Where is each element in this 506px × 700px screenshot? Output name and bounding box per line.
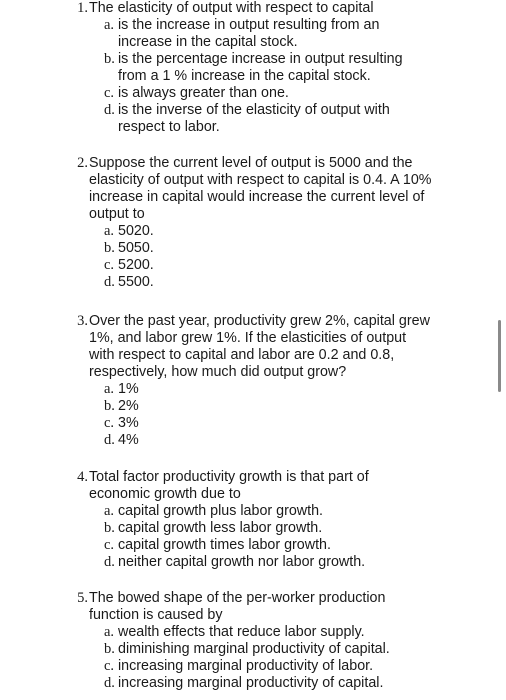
option-text: is the percentage increase in output resulting: [118, 51, 403, 67]
option-text: 3%: [118, 415, 139, 431]
option-text: is always greater than one.: [118, 85, 289, 101]
option-text: from a 1 % increase in the capital stock.: [118, 68, 371, 84]
question-text: with respect to capital and labor are 0.2 and 0.8,: [89, 347, 395, 363]
question-number: 5.: [77, 590, 88, 606]
option-label: d.: [104, 432, 115, 448]
question-number: 2.: [77, 155, 88, 171]
option-text: 5200.: [118, 257, 154, 273]
option-d: [0, 432, 480, 449]
option-text: 1%: [118, 381, 139, 397]
option-text: diminishing marginal productivity of capital.: [118, 641, 390, 657]
option-a: [0, 624, 480, 641]
question-text: Suppose the current level of output is 5000 and the: [89, 155, 413, 171]
question-stem-line: [0, 486, 480, 503]
option-b: [0, 240, 480, 257]
option-label: c.: [104, 415, 115, 431]
option-label: d.: [104, 274, 115, 290]
question-number: 4.: [77, 469, 88, 485]
option-label: c.: [104, 537, 115, 553]
question-text: elasticity of output with respect to capital is 0.4. A 10%: [89, 172, 432, 188]
option-label: a.: [104, 503, 115, 519]
option-text: capital growth less labor growth.: [118, 520, 323, 536]
question-text: 1%, and labor grew 1%. If the elasticities of output: [89, 330, 407, 346]
option-label: a.: [104, 223, 115, 239]
question-text: output to: [89, 206, 145, 222]
vertical-scrollbar[interactable]: [498, 320, 501, 392]
option-a: [0, 17, 480, 34]
option-c: [0, 85, 480, 102]
option-label: b.: [104, 51, 115, 67]
option-d: [0, 675, 480, 692]
option-c: [0, 658, 480, 675]
option-b: [0, 520, 480, 537]
option-text: neither capital growth nor labor growth.: [118, 554, 366, 570]
question-number: 1.: [77, 0, 88, 16]
option-c: [0, 537, 480, 554]
question-stem-line: [0, 347, 480, 364]
option-c: [0, 415, 480, 432]
question-stem-line: [0, 590, 480, 607]
option-label: d.: [104, 675, 115, 691]
option-text: 5500.: [118, 274, 154, 290]
question-text: economic growth due to: [89, 486, 241, 502]
option-a: [0, 223, 480, 240]
question-stem-line: [0, 206, 480, 223]
option-label: a.: [104, 624, 115, 640]
option-b: [0, 51, 480, 68]
option-b: [0, 398, 480, 415]
question-text: The elasticity of output with respect to capital: [89, 0, 374, 16]
option-a: [0, 381, 480, 398]
option-text: 2%: [118, 398, 139, 414]
question-text: respectively, how much did output grow?: [89, 364, 347, 380]
question-4: [0, 469, 480, 571]
question-stem-line: [0, 313, 480, 330]
option-text: is the increase in output resulting from an: [118, 17, 380, 33]
option-text: increasing marginal productivity of capital.: [118, 675, 384, 691]
option-text: 5050.: [118, 240, 154, 256]
question-stem-line: [0, 0, 480, 17]
option-label: b.: [104, 520, 115, 536]
option-text: capital growth times labor growth.: [118, 537, 331, 553]
option-d: [0, 274, 480, 291]
question-2: [0, 155, 480, 291]
question-number: 3.: [77, 313, 88, 329]
option-c: [0, 257, 480, 274]
question-1: [0, 0, 480, 136]
option-label: d.: [104, 102, 115, 118]
question-text: Total factor productivity growth is that part of: [89, 469, 369, 485]
option-text: wealth effects that reduce labor supply.: [118, 624, 365, 640]
question-stem-line: [0, 155, 480, 172]
question-text: Over the past year, productivity grew 2%, capital grew: [89, 313, 430, 329]
option-d: [0, 554, 480, 571]
option-text: respect to labor.: [118, 119, 220, 135]
option-label: c.: [104, 257, 115, 273]
question-stem-line: [0, 469, 480, 486]
option-text: increase in the capital stock.: [118, 34, 298, 50]
option-label: c.: [104, 658, 115, 674]
question-5: [0, 590, 480, 692]
option-d: [0, 102, 480, 119]
option-b-continued: [0, 68, 480, 85]
option-label: a.: [104, 17, 115, 33]
option-label: d.: [104, 554, 115, 570]
question-text: The bowed shape of the per-worker production: [89, 590, 386, 606]
option-label: b.: [104, 398, 115, 414]
option-a-continued: [0, 34, 480, 51]
option-a: [0, 503, 480, 520]
option-label: a.: [104, 381, 115, 397]
question-text: increase in capital would increase the current level of: [89, 189, 425, 205]
option-text: 5020.: [118, 223, 154, 239]
option-text: 4%: [118, 432, 139, 448]
option-text: capital growth plus labor growth.: [118, 503, 324, 519]
question-3: [0, 313, 480, 449]
question-stem-line: [0, 607, 480, 624]
option-label: c.: [104, 85, 115, 101]
option-b: [0, 641, 480, 658]
option-label: b.: [104, 240, 115, 256]
option-text: is the inverse of the elasticity of output with: [118, 102, 390, 118]
option-d-continued: [0, 119, 480, 136]
question-text: function is caused by: [89, 607, 223, 623]
question-stem-line: [0, 330, 480, 347]
option-label: b.: [104, 641, 115, 657]
question-stem-line: [0, 364, 480, 381]
question-stem-line: [0, 172, 480, 189]
question-stem-line: [0, 189, 480, 206]
option-text: increasing marginal productivity of labor.: [118, 658, 374, 674]
